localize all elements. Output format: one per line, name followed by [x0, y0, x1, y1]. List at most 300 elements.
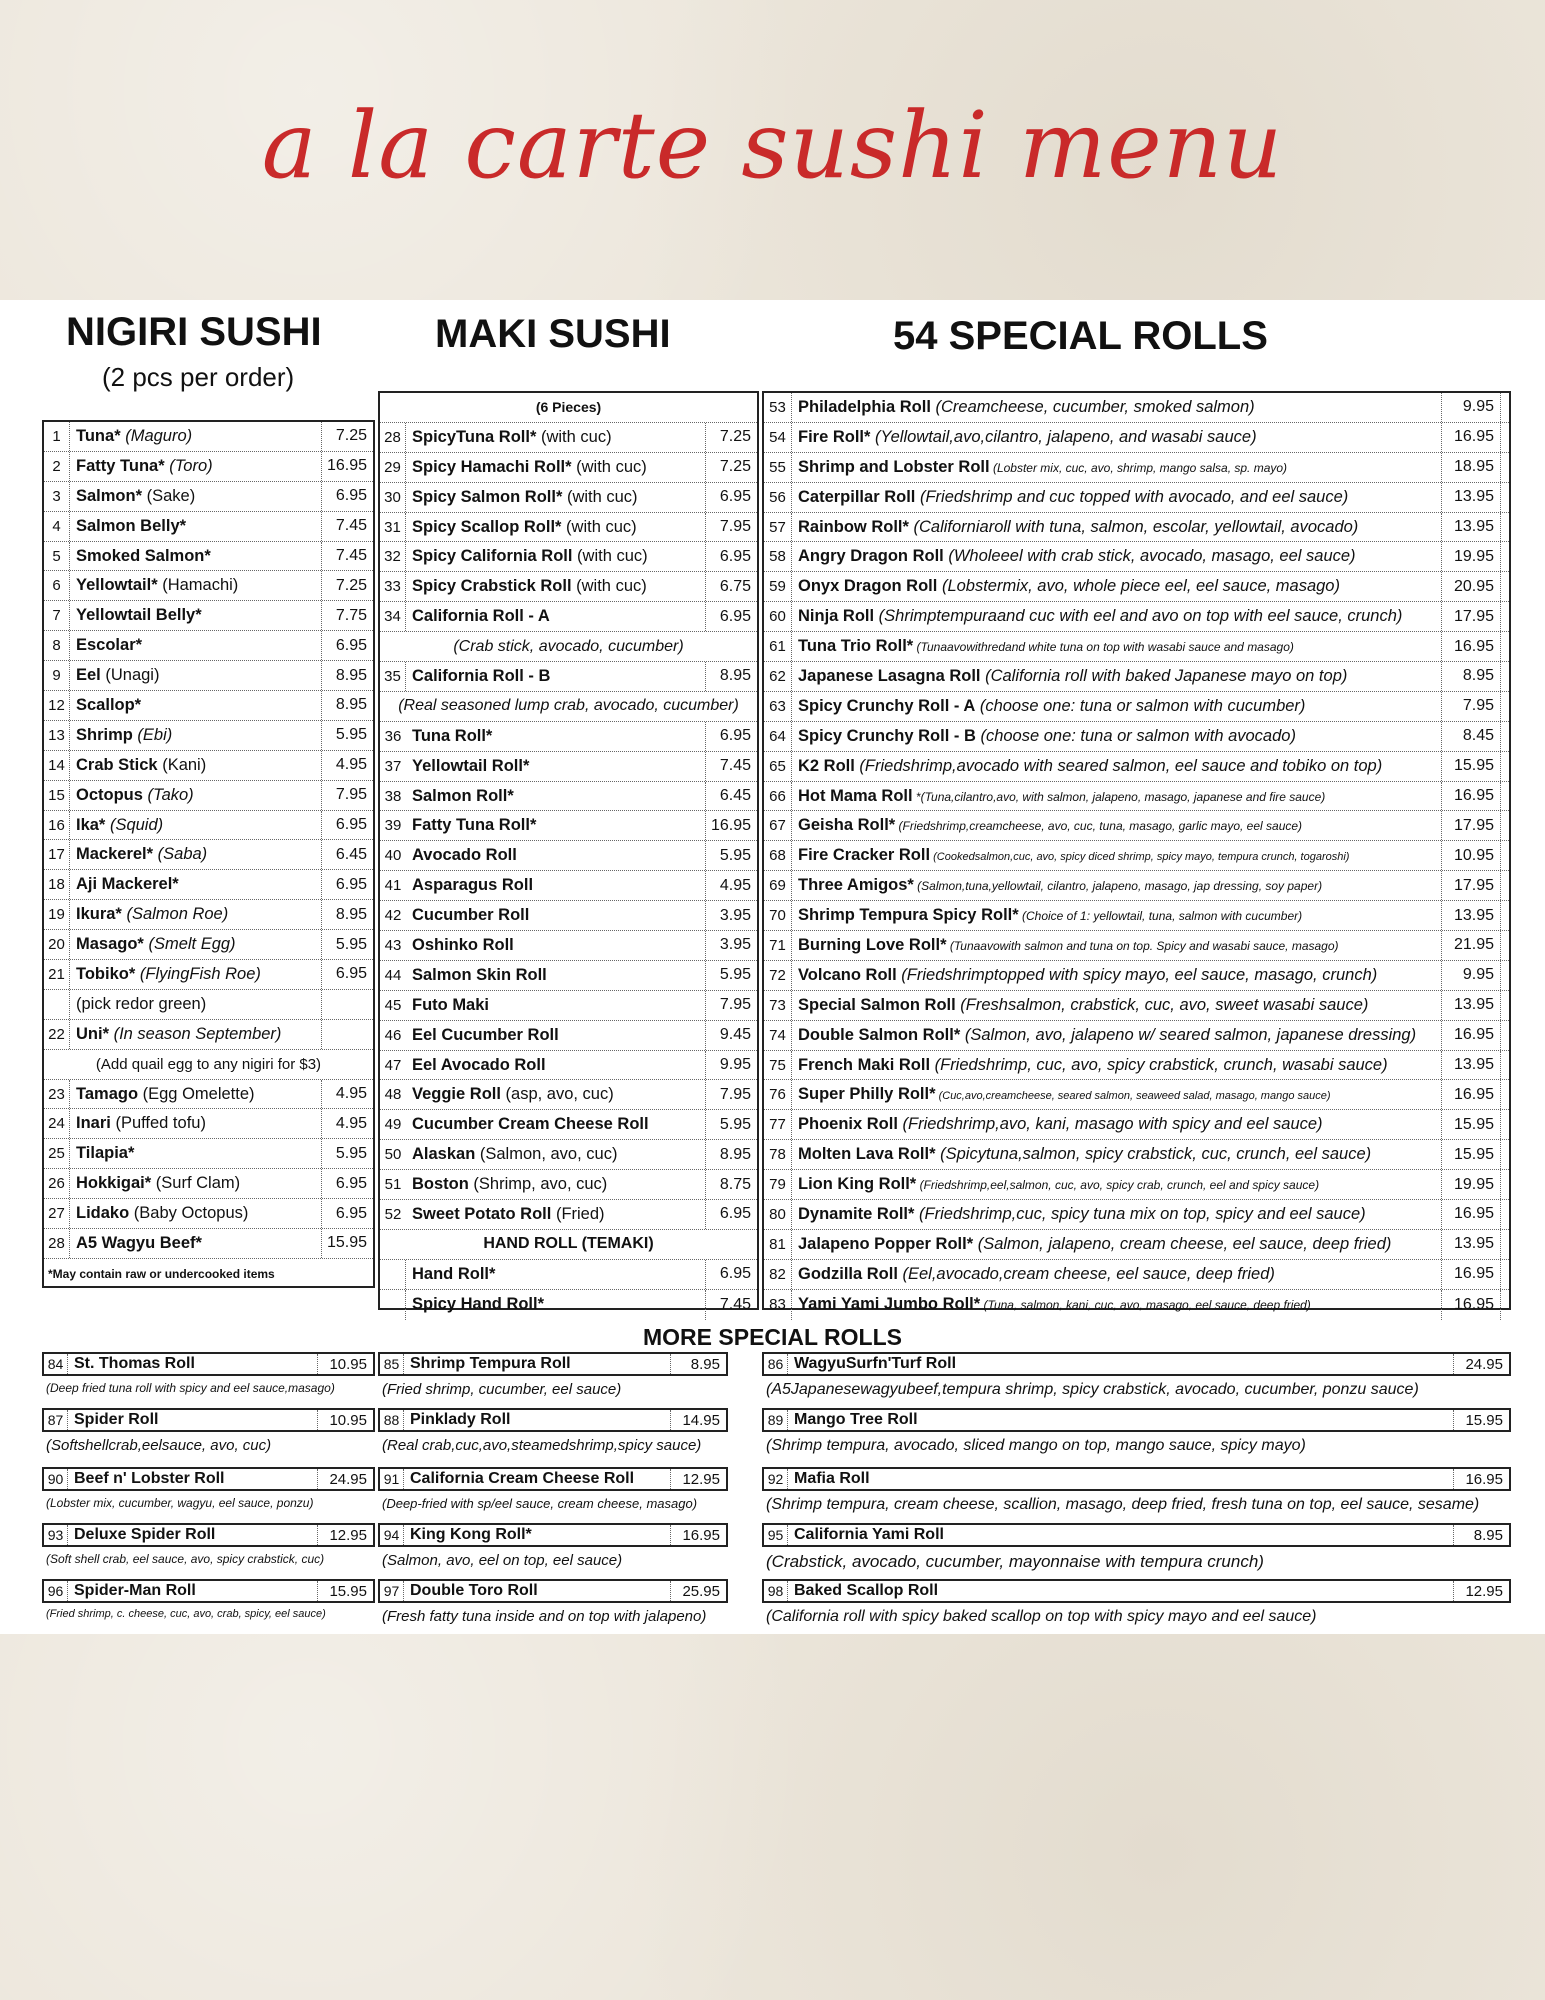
- more-roll-item[interactable]: [42, 1352, 375, 1376]
- item-price: 15.95: [1453, 1410, 1509, 1430]
- item-name-cell: [70, 995, 321, 1014]
- item-number: 69: [764, 871, 792, 900]
- more-roll-item[interactable]: [378, 1579, 728, 1603]
- item-name: Hand Roll*: [412, 1264, 496, 1283]
- item-description: (with cuc): [561, 517, 637, 536]
- item-price: 8.95: [1453, 1525, 1509, 1545]
- menu-item[interactable]: [764, 1051, 1509, 1081]
- menu-item[interactable]: [44, 1199, 373, 1229]
- menu-item[interactable]: [764, 841, 1509, 871]
- item-name-cell: [70, 875, 321, 894]
- item-name: Cucumber Roll: [412, 906, 530, 925]
- menu-item[interactable]: [764, 453, 1509, 483]
- item-name-cell: [70, 1025, 321, 1044]
- menu-item[interactable]: [764, 632, 1509, 662]
- menu-item[interactable]: [380, 931, 757, 961]
- menu-item[interactable]: [380, 453, 757, 483]
- item-name: Jalapeno Popper Roll*: [798, 1234, 974, 1253]
- item-description: (Friedshrimp,avo, kani, masago with spicy and eel sauce): [897, 1115, 1323, 1134]
- menu-item[interactable]: [380, 1200, 757, 1230]
- menu-item[interactable]: [764, 483, 1509, 513]
- menu-item[interactable]: [764, 692, 1509, 722]
- item-number: 23: [44, 1080, 70, 1109]
- item-name: Uni*: [76, 1024, 109, 1043]
- item-name: Salmon*: [76, 486, 143, 505]
- maki-pieces-label: (6 Pieces): [380, 393, 757, 423]
- item-name: Godzilla Roll: [798, 1264, 898, 1283]
- item-number: 67: [764, 811, 792, 840]
- item-number: 5: [44, 542, 70, 571]
- item-name: Tobiko*: [76, 964, 136, 983]
- item-name-cell: [406, 876, 705, 895]
- more-roll-item[interactable]: [762, 1408, 1511, 1432]
- item-name-cell: [406, 727, 705, 746]
- menu-item[interactable]: [764, 1230, 1509, 1260]
- item-number: 89: [764, 1410, 788, 1430]
- item-number: 28: [44, 1229, 70, 1258]
- menu-item[interactable]: [764, 1200, 1509, 1230]
- menu-item[interactable]: [380, 1080, 757, 1110]
- item-price: 13.95: [1441, 991, 1501, 1020]
- item-description: (Friedshrimp,avocado with seared salmon, eel sauce and tobiko on top): [854, 756, 1383, 775]
- item-number: 14: [44, 751, 70, 780]
- menu-item[interactable]: [44, 1229, 373, 1259]
- item-number: 46: [384, 1026, 402, 1044]
- item-description: (Salmon,tuna,yellowtail, cilantro, jalapeno, masago, jap dressing, soy paper): [913, 879, 1323, 894]
- menu-item[interactable]: [764, 1170, 1509, 1200]
- menu-item[interactable]: [44, 452, 373, 482]
- menu-item[interactable]: [380, 1110, 757, 1140]
- item-number: 44: [384, 966, 402, 984]
- item-name-cell: [70, 576, 321, 595]
- menu-item[interactable]: [764, 722, 1509, 752]
- menu-item[interactable]: [764, 931, 1509, 961]
- menu-item[interactable]: [764, 662, 1509, 692]
- item-price: 6.95: [705, 1260, 757, 1289]
- menu-item[interactable]: [380, 811, 757, 841]
- item-number: 25: [44, 1139, 70, 1168]
- item-name: Spicy Hamachi Roll*: [412, 457, 572, 476]
- item-name: Mackerel*: [76, 845, 154, 864]
- item-name: Octopus: [76, 785, 143, 804]
- item-price: 12.95: [317, 1525, 373, 1545]
- item-name: Tuna*: [76, 426, 121, 445]
- item-price: 7.45: [321, 542, 373, 571]
- item-name-cell: [406, 577, 705, 596]
- item-price: 24.95: [317, 1469, 373, 1489]
- menu-item[interactable]: [764, 602, 1509, 632]
- item-number: 70: [764, 901, 792, 930]
- item-price: 15.95: [1441, 1110, 1501, 1139]
- item-number: 54: [764, 423, 792, 452]
- item-price: 15.95: [1441, 1140, 1501, 1169]
- item-name-cell: [792, 1056, 1441, 1075]
- menu-item[interactable]: [380, 841, 757, 871]
- item-name: Ninja Roll: [798, 607, 875, 626]
- item-description: (Toro): [164, 456, 213, 475]
- item-number: 18: [44, 870, 70, 899]
- menu-item[interactable]: [44, 1080, 373, 1110]
- item-number: 29: [380, 453, 406, 482]
- item-description: (Baby Octopus): [129, 1204, 249, 1223]
- menu-item[interactable]: [380, 602, 757, 632]
- item-price: 8.95: [321, 691, 373, 720]
- menu-item[interactable]: [380, 1051, 757, 1081]
- menu-item[interactable]: [44, 721, 373, 751]
- item-price: 15.95: [1441, 752, 1501, 781]
- menu-item[interactable]: [380, 961, 757, 991]
- item-name-cell: [70, 845, 321, 864]
- item-name: Yellowtail Belly*: [76, 606, 202, 625]
- item-name-cell: [406, 1115, 705, 1134]
- menu-item[interactable]: [764, 871, 1509, 901]
- item-price: 16.95: [1453, 1469, 1509, 1489]
- item-number: 94: [380, 1525, 404, 1545]
- item-price: 6.95: [321, 631, 373, 660]
- item-price: 16.95: [321, 452, 373, 481]
- item-description: (with cuc): [536, 427, 612, 446]
- menu-item[interactable]: [44, 1139, 373, 1169]
- item-name: Tamago: [76, 1084, 139, 1103]
- item-number: 21: [44, 960, 70, 989]
- menu-item[interactable]: [44, 930, 373, 960]
- item-name-cell: [406, 518, 705, 537]
- item-name-cell: [70, 1114, 321, 1133]
- menu-item[interactable]: [380, 542, 757, 572]
- menu-item[interactable]: [764, 901, 1509, 931]
- more-roll-item[interactable]: [378, 1523, 728, 1547]
- menu-item[interactable]: [380, 722, 757, 752]
- item-number: [380, 1290, 406, 1320]
- menu-item[interactable]: [380, 1260, 757, 1290]
- item-price: 12.95: [670, 1469, 726, 1489]
- item-price: 17.95: [1441, 871, 1501, 900]
- menu-item[interactable]: [380, 572, 757, 602]
- item-name: Inari: [76, 1114, 111, 1133]
- item-price: 6.95: [321, 811, 373, 840]
- item-name: Angry Dragon Roll: [798, 547, 944, 566]
- item-price: 6.95: [321, 1169, 373, 1198]
- item-price: 13.95: [1441, 483, 1501, 512]
- item-name: Ika*: [76, 815, 106, 834]
- item-description: (Fresh fatty tuna inside and on top with jalapeno): [382, 1608, 707, 1625]
- item-description: (Freshsalmon, crabstick, cuc, avo, sweet wasabi sauce): [955, 995, 1369, 1014]
- item-name-cell: [792, 816, 1441, 835]
- item-description: (Tunaavowith salmon and tuna on top. Spicy and wasabi sauce, masago): [946, 938, 1339, 953]
- more-roll-item[interactable]: [42, 1579, 375, 1603]
- menu-item[interactable]: [380, 1140, 757, 1170]
- menu-item[interactable]: [44, 482, 373, 512]
- menu-item[interactable]: [380, 782, 757, 812]
- item-name: Fire Roll*: [798, 427, 871, 446]
- item-name-cell: [70, 935, 321, 954]
- item-number: 83: [764, 1290, 792, 1320]
- menu-item[interactable]: [44, 571, 373, 601]
- item-price: 16.95: [1441, 1290, 1501, 1320]
- more-roll-item[interactable]: [378, 1408, 728, 1432]
- item-description: (Friedshrimp,eel,salmon, cuc, avo, spicy crab, crunch, eel and spicy sauce): [916, 1178, 1320, 1193]
- menu-item[interactable]: [44, 691, 373, 721]
- item-price: 15.95: [317, 1581, 373, 1601]
- item-name: Eel: [76, 666, 101, 685]
- menu-item[interactable]: [44, 1109, 373, 1139]
- menu-item[interactable]: [764, 393, 1509, 423]
- item-price: 8.95: [670, 1354, 726, 1374]
- menu-item[interactable]: [44, 781, 373, 811]
- item-number: 7: [44, 601, 70, 630]
- menu-item[interactable]: [44, 601, 373, 631]
- item-description: (Fried): [551, 1204, 605, 1223]
- item-name-cell: [792, 637, 1441, 656]
- item-name: Spicy Salmon Roll*: [412, 487, 563, 506]
- menu-item[interactable]: [380, 483, 757, 513]
- item-name-cell: [792, 1235, 1441, 1254]
- item-name: SpicyTuna Roll*: [412, 427, 537, 446]
- item-name-cell: [70, 1204, 321, 1223]
- item-number: 35: [380, 662, 406, 691]
- item-name: Mango Tree Roll: [794, 1411, 918, 1428]
- item-name: Fatty Tuna*: [76, 456, 165, 475]
- item-number: 58: [764, 542, 792, 571]
- item-name-cell: [406, 1295, 705, 1314]
- menu-item[interactable]: [44, 900, 373, 930]
- item-description: (Shrimp tempura, avocado, sliced mango on top, mango sauce, spicy mayo): [766, 1437, 1306, 1454]
- more-special-heading: MORE SPECIAL ROLLS: [643, 1324, 902, 1350]
- item-name: Sweet Potato Roll: [412, 1204, 552, 1223]
- item-name: Crab Stick: [76, 755, 158, 774]
- item-price: 21.95: [1441, 931, 1501, 960]
- menu-item[interactable]: [380, 423, 757, 453]
- item-price: 16.95: [1441, 423, 1501, 452]
- item-name-cell: [70, 756, 321, 775]
- item-name: Salmon Skin Roll: [412, 965, 547, 984]
- item-price: 25.95: [670, 1581, 726, 1601]
- item-name: Spicy California Roll: [412, 547, 573, 566]
- item-description: (Saba): [153, 845, 208, 864]
- item-description: (Kani): [157, 755, 207, 774]
- item-description: (with cuc): [572, 547, 648, 566]
- item-price: 7.95: [705, 991, 757, 1020]
- item-number: 15: [44, 781, 70, 810]
- item-name-cell: [792, 1145, 1441, 1164]
- item-number: 47: [384, 1056, 402, 1074]
- menu-item[interactable]: [764, 1021, 1509, 1051]
- item-name: Boston: [412, 1175, 469, 1194]
- menu-item[interactable]: [380, 662, 757, 692]
- item-name-cell: [792, 398, 1441, 417]
- more-roll-item[interactable]: [378, 1467, 728, 1491]
- item-name-cell: [406, 547, 705, 566]
- menu-item[interactable]: [764, 991, 1509, 1021]
- menu-item[interactable]: [44, 751, 373, 781]
- item-description: (Maguro): [120, 426, 193, 445]
- item-name: Dynamite Roll*: [798, 1204, 915, 1223]
- item-name: Ikura*: [76, 905, 122, 924]
- item-name: Shrimp and Lobster Roll: [798, 457, 990, 476]
- item-description: (Friedshrimp and cuc topped with avocado, and eel sauce): [915, 487, 1349, 506]
- menu-item[interactable]: [380, 1021, 757, 1051]
- menu-item[interactable]: [764, 572, 1509, 602]
- menu-item[interactable]: [380, 871, 757, 901]
- menu-item[interactable]: [44, 1020, 373, 1050]
- item-number: 88: [380, 1410, 404, 1430]
- menu-item[interactable]: [44, 870, 373, 900]
- item-name: Rainbow Roll*: [798, 517, 909, 536]
- item-name: Veggie Roll: [412, 1085, 501, 1104]
- more-roll-item[interactable]: [378, 1352, 728, 1376]
- item-name-cell: [792, 1026, 1441, 1045]
- item-description: (Yellowtail,avo,cilantro, jalapeno, and wasabi sauce): [870, 427, 1257, 446]
- item-number: 39: [384, 817, 402, 835]
- item-name-cell: [406, 488, 705, 507]
- menu-item[interactable]: [764, 1290, 1509, 1320]
- item-price: 13.95: [1441, 1051, 1501, 1080]
- item-name: Japanese Lasagna Roll: [798, 666, 981, 685]
- menu-item[interactable]: [44, 631, 373, 661]
- item-name-cell: [70, 606, 321, 625]
- item-description: (Spicytuna,salmon, spicy crabstick, cuc, crunch, eel sauce): [935, 1145, 1372, 1164]
- menu-item[interactable]: [764, 1260, 1509, 1290]
- item-name-cell: [406, 1175, 705, 1194]
- menu-item[interactable]: [380, 752, 757, 782]
- item-price: 18.95: [1441, 453, 1501, 482]
- item-number: 60: [764, 602, 792, 631]
- menu-item[interactable]: [764, 542, 1509, 572]
- item-description: (California roll with spicy baked scallop on top with spicy mayo and eel sauce): [766, 1608, 1317, 1625]
- menu-item[interactable]: [764, 811, 1509, 841]
- item-description: (Real crab,cuc,avo,steamedshrimp,spicy sauce): [382, 1437, 702, 1454]
- item-name: Shrimp Tempura Roll: [410, 1355, 571, 1372]
- menu-item[interactable]: [380, 513, 757, 543]
- item-description: (In season September): [109, 1024, 282, 1043]
- item-price: 8.95: [321, 661, 373, 690]
- item-number: 28: [380, 423, 406, 452]
- menu-item[interactable]: [764, 1140, 1509, 1170]
- item-description: (Shrimp, avo, cuc): [468, 1175, 608, 1194]
- item-name-cell: [406, 607, 705, 626]
- item-name: Phoenix Roll: [798, 1115, 898, 1134]
- menu-item[interactable]: [764, 423, 1509, 453]
- item-price: 6.95: [705, 602, 757, 631]
- item-number: 78: [764, 1140, 792, 1169]
- more-roll-item[interactable]: [42, 1523, 375, 1547]
- item-price: 16.95: [1441, 1200, 1501, 1229]
- item-description: (California roll with baked Japanese mayo on top): [980, 666, 1348, 685]
- item-name-cell: [792, 577, 1441, 596]
- menu-item[interactable]: [380, 991, 757, 1021]
- item-number: 85: [380, 1354, 404, 1374]
- menu-item[interactable]: [764, 782, 1509, 812]
- item-number: 51: [384, 1176, 402, 1194]
- menu-item[interactable]: [44, 840, 373, 870]
- menu-item[interactable]: [380, 1290, 757, 1320]
- item-number: 76: [764, 1080, 792, 1109]
- menu-item[interactable]: [380, 901, 757, 931]
- item-price: 9.45: [705, 1021, 757, 1050]
- item-name-cell: [406, 1145, 705, 1164]
- item-description: (choose one: tuna or salmon with cucumber): [975, 696, 1306, 715]
- item-number: [44, 990, 70, 1019]
- item-name: Eel Avocado Roll: [412, 1055, 546, 1074]
- item-name: Double Salmon Roll*: [798, 1025, 961, 1044]
- item-name: Baked Scallop Roll: [794, 1582, 939, 1599]
- item-name: Futo Maki: [412, 995, 489, 1014]
- item-price: 16.95: [1441, 632, 1501, 661]
- item-number: 81: [764, 1230, 792, 1259]
- more-roll-item[interactable]: [762, 1352, 1511, 1376]
- item-name: Smoked Salmon*: [76, 546, 211, 565]
- menu-item[interactable]: [44, 422, 373, 452]
- item-price: 7.45: [705, 1290, 757, 1320]
- menu-item[interactable]: [44, 960, 373, 990]
- item-name-cell: [406, 936, 705, 955]
- item-number: 31: [380, 513, 406, 542]
- item-name-cell: [70, 1234, 321, 1253]
- item-name: Tuna Roll*: [412, 726, 493, 745]
- menu-item[interactable]: [764, 961, 1509, 991]
- item-name-cell: [70, 636, 321, 655]
- menu-item[interactable]: [764, 513, 1509, 543]
- item-price: 16.95: [1441, 1021, 1501, 1050]
- menu-item[interactable]: [44, 811, 373, 841]
- item-name-cell: [70, 457, 321, 476]
- more-roll-item[interactable]: [762, 1579, 1511, 1603]
- item-name: Super Philly Roll*: [798, 1085, 936, 1104]
- maki-table: [378, 391, 759, 1314]
- item-number: 36: [384, 727, 402, 745]
- item-price: 6.95: [321, 960, 373, 989]
- item-price: [321, 1020, 373, 1049]
- item-name: Pinklady Roll: [410, 1411, 511, 1428]
- menu-item[interactable]: [44, 990, 373, 1020]
- item-price: 6.95: [705, 1200, 757, 1229]
- item-name: Deluxe Spider Roll: [74, 1526, 216, 1543]
- menu-item[interactable]: [380, 1170, 757, 1200]
- menu-item[interactable]: [44, 661, 373, 691]
- item-name: Yellowtail*: [76, 576, 158, 595]
- item-price: 13.95: [1441, 513, 1501, 542]
- menu-item[interactable]: [44, 542, 373, 572]
- item-number: 16: [44, 811, 70, 840]
- menu-item[interactable]: [44, 512, 373, 542]
- more-roll-item[interactable]: [42, 1467, 375, 1491]
- item-price: 10.95: [317, 1410, 373, 1430]
- item-name-cell: [792, 876, 1441, 895]
- item-number: 13: [44, 721, 70, 750]
- item-price: 6.45: [321, 840, 373, 869]
- item-name: Shrimp: [76, 725, 133, 744]
- item-description: (Tuna, salmon, kani, cuc, avo, masago, eel sauce, deep fried): [980, 1298, 1311, 1313]
- menu-item[interactable]: [764, 752, 1509, 782]
- more-roll-item[interactable]: [762, 1523, 1511, 1547]
- item-name: Salmon Roll*: [412, 786, 514, 805]
- item-price: 5.95: [321, 721, 373, 750]
- item-price: 7.25: [321, 571, 373, 600]
- item-number: 8: [44, 631, 70, 660]
- menu-item[interactable]: [44, 1169, 373, 1199]
- nigiri-table: [42, 420, 375, 1288]
- item-name: St. Thomas Roll: [74, 1355, 195, 1372]
- item-price: 7.95: [705, 1080, 757, 1109]
- more-roll-item[interactable]: [762, 1467, 1511, 1491]
- more-roll-item[interactable]: [42, 1408, 375, 1432]
- item-name-cell: [792, 996, 1441, 1015]
- item-description: (with cuc): [562, 487, 638, 506]
- menu-item[interactable]: [764, 1110, 1509, 1140]
- item-description: (Shrimptempuraand cuc with eel and avo on top with eel sauce, crunch): [874, 607, 1403, 626]
- item-number: 75: [764, 1051, 792, 1080]
- menu-item[interactable]: [764, 1080, 1509, 1110]
